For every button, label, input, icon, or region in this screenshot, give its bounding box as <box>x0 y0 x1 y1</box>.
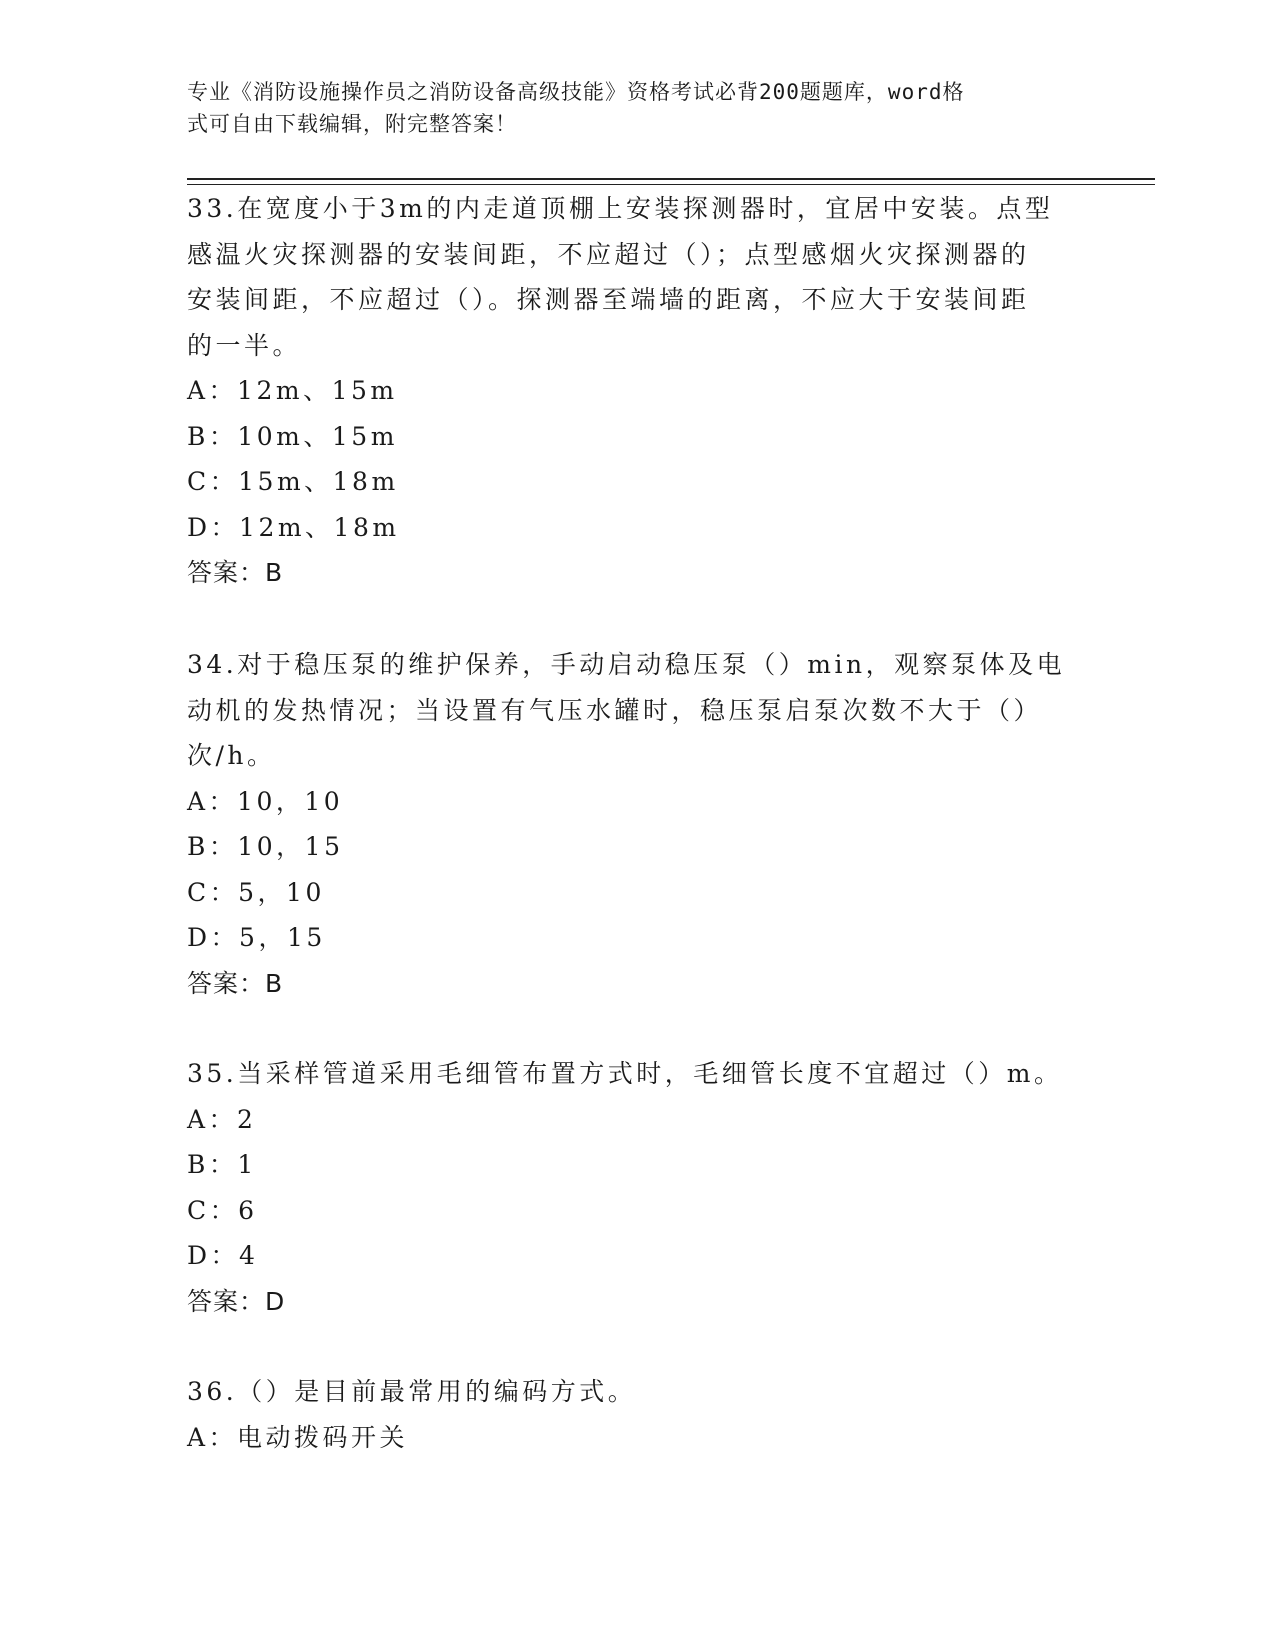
header-line-1: 专业《消防设施操作员之消防设备高级技能》资格考试必背200题题库，word格 <box>187 80 965 104</box>
option-a: A：电动拨码开关 <box>187 1422 409 1452</box>
question-stem-line: 动机的发热情况；当设置有气压水罐时，稳压泵启泵次数不大于（） <box>187 695 1043 725</box>
question-35 <box>187 1051 1067 1324</box>
option-b: B：10，15 <box>187 832 344 861</box>
option-d: D：4 <box>187 1241 259 1270</box>
option-a: A：2 <box>187 1104 257 1134</box>
question-stem-line: 次/h。 <box>187 741 276 770</box>
header-divider-thin <box>187 184 1155 185</box>
question-34 <box>187 642 1067 1006</box>
question-36 <box>187 1369 1067 1460</box>
question-stem-line: 33.在宽度小于3m的内走道顶棚上安装探测器时，宜居中安装。点型 <box>187 194 1054 223</box>
option-c: C：15m、18m <box>187 467 399 496</box>
question-stem-line: 安装间距，不应超过（）。探测器至端墙的距离，不应大于安装间距 <box>187 285 1030 314</box>
answer: 答案：B <box>187 968 284 998</box>
question-stem-line: 34.对于稳压泵的维护保养，手动启动稳压泵（）min，观察泵体及电 <box>187 650 1066 679</box>
question-stem-line: 感温火灾探测器的安装间距，不应超过（）；点型感烟火灾探测器的 <box>187 239 1030 269</box>
option-b: B：1 <box>187 1150 257 1179</box>
option-d: D：5，15 <box>187 923 326 952</box>
option-d: D：12m、18m <box>187 512 400 542</box>
header-line-2: 式可自由下载编辑，附完整答案！ <box>187 112 517 136</box>
answer: 答案：D <box>187 1286 286 1316</box>
option-c: C：5，10 <box>187 877 325 907</box>
answer: 答案：B <box>187 558 284 587</box>
header-divider-thick <box>187 178 1155 180</box>
option-a: A：12m、15m <box>187 376 398 405</box>
option-a: A：10，10 <box>187 786 344 816</box>
option-c: C：6 <box>187 1195 258 1225</box>
question-33 <box>187 186 1067 596</box>
question-stem-line: 35.当采样管道采用毛细管布置方式时，毛细管长度不宜超过（）m。 <box>187 1059 1063 1088</box>
option-b: B：10m、15m <box>187 421 398 451</box>
document-header <box>187 76 1067 140</box>
question-stem-line: 的一半。 <box>187 330 302 360</box>
question-stem-line: 36.（）是目前最常用的编码方式。 <box>187 1377 637 1406</box>
